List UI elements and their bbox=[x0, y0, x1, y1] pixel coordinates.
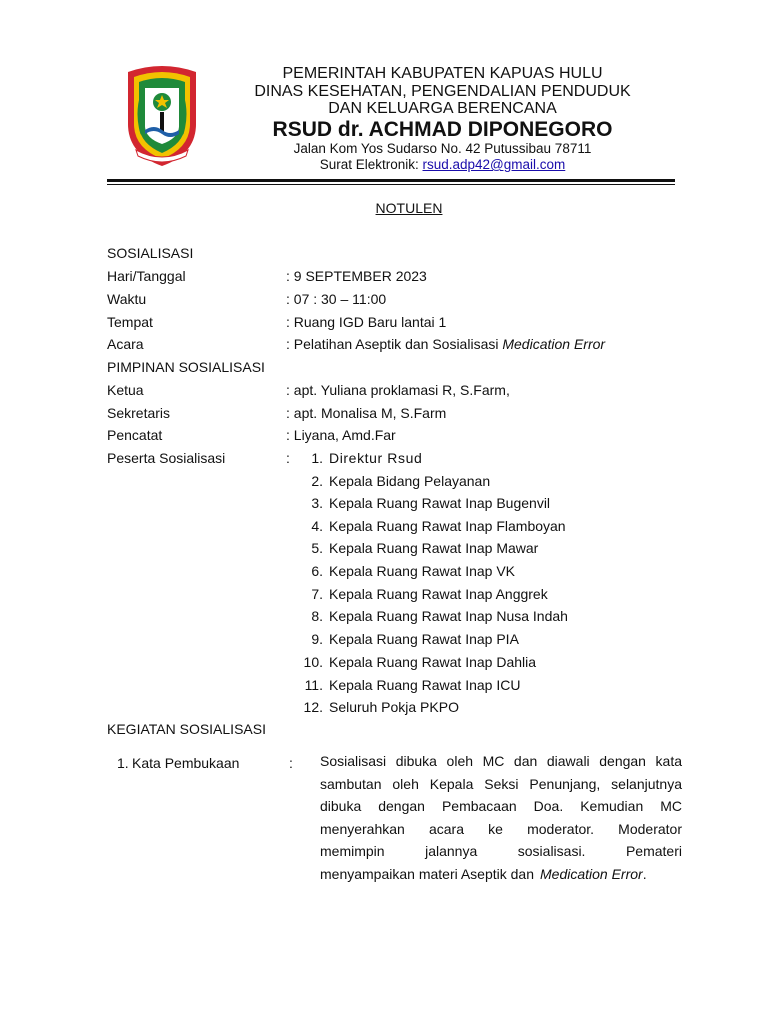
section-heading-sosialisasi: SOSIALISASI bbox=[107, 245, 194, 261]
field-label-place: Tempat bbox=[107, 314, 153, 330]
participant-item: Direktur Rsud bbox=[329, 450, 423, 466]
header-department: DINAS KESEHATAN, PENGENDALIAN PENDUDUK bbox=[254, 83, 631, 100]
participant-number: 9. bbox=[311, 631, 323, 647]
field-label-participants: Peserta Sosialisasi bbox=[107, 450, 226, 466]
activity-description-last-line bbox=[320, 863, 682, 886]
participant-item: Kepala Ruang Rawat Inap ICU bbox=[329, 677, 521, 693]
activity-description-line: dibuka dengan Pembacaan Doa. Kemudian MC bbox=[320, 798, 682, 814]
field-label-notetaker: Pencatat bbox=[107, 427, 163, 443]
participants-colon: : bbox=[286, 450, 290, 466]
field-value-event bbox=[286, 335, 605, 353]
participant-item: Kepala Ruang Rawat Inap Anggrek bbox=[329, 586, 548, 602]
participant-number: 4. bbox=[311, 518, 323, 534]
letterhead-rule-thick bbox=[107, 179, 675, 182]
field-label-date: Hari/Tanggal bbox=[107, 268, 186, 284]
participant-number: 7. bbox=[311, 586, 323, 602]
activity-description-line: Sosialisasi dibuka oleh MC dan diawali dengan kata bbox=[320, 753, 682, 769]
participant-number: 3. bbox=[311, 495, 323, 511]
participant-item: Kepala Bidang Pelayanan bbox=[329, 473, 491, 489]
field-value-notetaker: : Liyana, Amd.Far bbox=[286, 427, 396, 443]
activity-label: Kata Pembukaan bbox=[132, 755, 240, 771]
activity-description-italic: Medication Error bbox=[540, 865, 643, 882]
field-value-secretary: : apt. Monalisa M, S.Farm bbox=[286, 405, 447, 421]
section-heading-kegiatan: KEGIATAN SOSIALISASI bbox=[107, 721, 266, 737]
event-text: : Pelatihan Aseptik dan Sosialisasi bbox=[286, 336, 503, 352]
letterhead-rule-thin bbox=[107, 184, 675, 185]
activity-description-line: memimpin jalannya sosialisasi. Pemateri bbox=[320, 843, 682, 859]
participant-number: 6. bbox=[311, 563, 323, 579]
field-label-secretary: Sekretaris bbox=[107, 405, 171, 421]
field-label-time: Waktu bbox=[107, 291, 147, 307]
participant-item: Kepala Ruang Rawat Inap VK bbox=[329, 563, 516, 579]
header-email-line bbox=[205, 157, 680, 173]
field-value-place: : Ruang IGD Baru lantai 1 bbox=[286, 314, 447, 330]
email-link[interactable]: rsud.adp42@gmail.com bbox=[422, 157, 566, 172]
header-address: Jalan Kom Yos Sudarso No. 42 Putussibau 78711 bbox=[293, 141, 592, 156]
event-text-italic: Medication Error bbox=[502, 336, 606, 352]
participant-item: Kepala Ruang Rawat Inap Mawar bbox=[329, 540, 539, 556]
participant-number: 8. bbox=[311, 608, 323, 624]
field-label-chair: Ketua bbox=[107, 382, 144, 398]
field-value-chair: : apt. Yuliana proklamasi R, S.Farm, bbox=[286, 382, 510, 398]
activity-description bbox=[320, 750, 682, 885]
activity-description-line: sambutan oleh Kepala Seksi Penunjang, selanjutnya bbox=[320, 775, 682, 792]
participant-item: Seluruh Pokja PKPO bbox=[329, 699, 459, 715]
header-government: PEMERINTAH KABUPATEN KAPUAS HULU bbox=[282, 65, 603, 82]
activity-description-end: . bbox=[642, 865, 647, 882]
participant-item: Kepala Ruang Rawat Inap PIA bbox=[329, 631, 519, 647]
participant-item: Kepala Ruang Rawat Inap Flamboyan bbox=[329, 518, 566, 534]
participant-number: 5. bbox=[311, 540, 323, 556]
header-email-label: Surat Elektronik: bbox=[319, 157, 423, 172]
participant-number: 10. bbox=[303, 654, 323, 670]
activity-description-line: menyerahkan acara ke moderator. Moderator bbox=[320, 820, 682, 837]
field-value-date: : 9 SEPTEMBER 2023 bbox=[286, 268, 427, 284]
participant-number: 12. bbox=[303, 699, 323, 715]
participant-number: 1. bbox=[311, 450, 323, 466]
kapuas-hulu-emblem-icon bbox=[120, 64, 204, 168]
activity-colon: : bbox=[289, 755, 293, 771]
section-heading-pimpinan: PIMPINAN SOSIALISASI bbox=[107, 359, 265, 375]
participant-item: Kepala Ruang Rawat Inap Bugenvil bbox=[329, 495, 551, 511]
participant-number: 11. bbox=[304, 677, 323, 693]
field-label-event: Acara bbox=[107, 336, 144, 352]
activity-description-text: menyampaikan materi Aseptik dan bbox=[320, 865, 534, 882]
participant-item: Kepala Ruang Rawat Inap Dahlia bbox=[329, 654, 537, 670]
document-title: NOTULEN bbox=[375, 200, 443, 216]
header-hospital-name: RSUD dr. ACHMAD DIPONEGORO bbox=[272, 118, 613, 141]
participant-number: 2. bbox=[311, 473, 323, 489]
header-department-cont: DAN KELUARGA BERENCANA bbox=[328, 100, 557, 117]
activity-number: 1. bbox=[117, 755, 129, 771]
field-value-time: : 07 : 30 – 11:00 bbox=[286, 291, 387, 307]
participant-item: Kepala Ruang Rawat Inap Nusa Indah bbox=[329, 608, 568, 624]
